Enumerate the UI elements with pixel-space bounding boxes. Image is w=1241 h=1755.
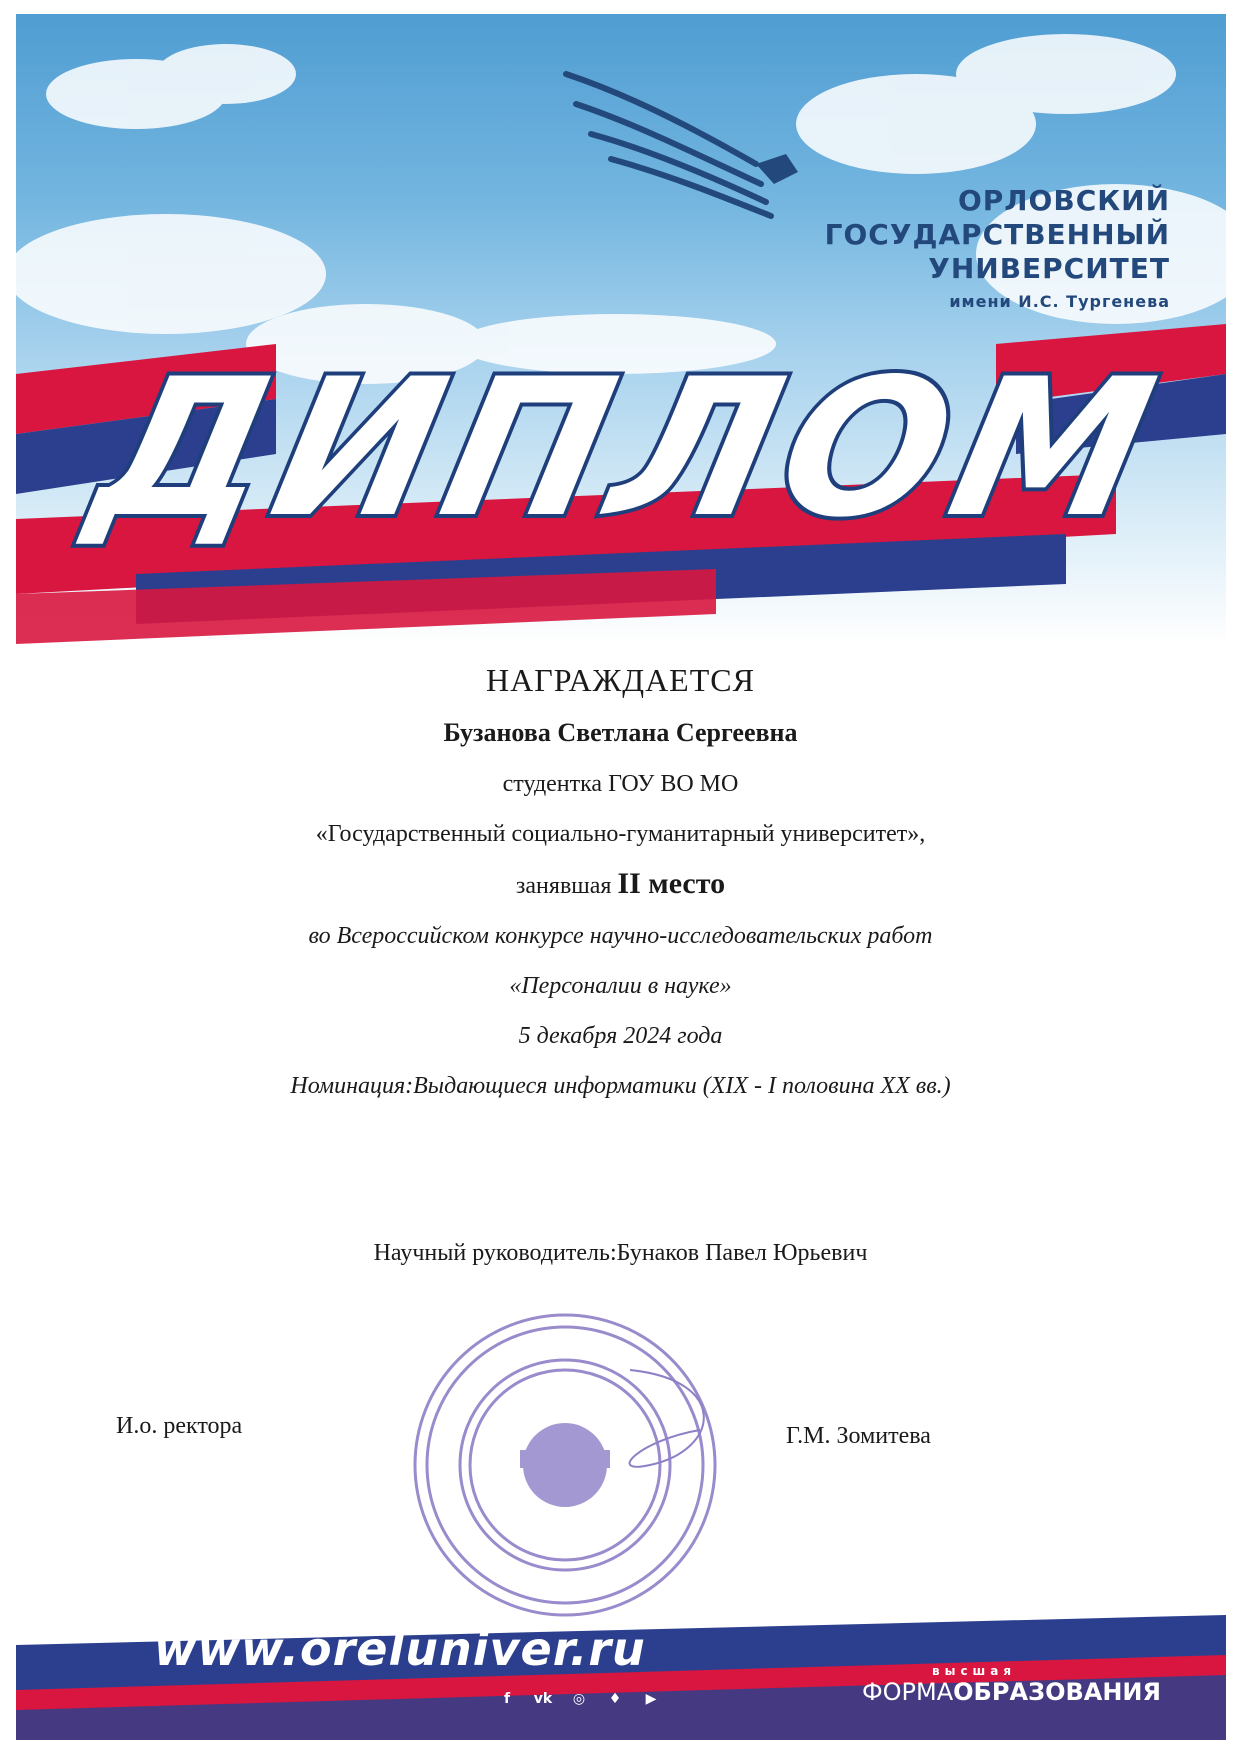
place-line [0,868,1241,902]
university-line-2: ГОСУДАРСТВЕННЫЙ [824,218,1170,251]
place-value: II место [617,867,726,900]
forma-right: ОБРАЗОВАНИЯ [953,1678,1161,1706]
recipient-status: студентка ГОУ ВО МО [502,771,739,797]
certificate-body [0,660,1241,1102]
university-line-3: УНИВЕРСИТЕТ [928,252,1170,285]
forma-small-label: высшая [932,1664,1017,1678]
place-prefix: занявшая [515,873,612,899]
rector-title: И.о. ректора [116,1413,243,1439]
institution-name: «Государственный социально-гуманитарный университет», [315,821,926,847]
recipient-name: Бузанова Светлана Сергеевна [443,718,798,747]
diploma-title-graphic [72,339,1179,560]
diploma-title: ДИПЛОМ [77,338,1180,560]
website-url[interactable]: www.oreluniver.ru [154,1622,646,1676]
forma-main-label [862,1678,1161,1706]
supervisor: Научный руководитель:Бунаков Павел Юрьевич [373,1240,868,1266]
contest-date: 5 декабря 2024 года [518,1023,723,1049]
header-banner [16,14,1226,644]
footer-banner [16,1560,1226,1740]
university-line-1: ОРЛОВСКИЙ [957,184,1170,217]
rector-name: Г.М. Зомитева [786,1423,931,1449]
vk-icon[interactable]: vk [533,1691,553,1707]
university-name [825,184,1170,311]
instagram-icon[interactable]: ◎ [572,1691,586,1707]
university-subtitle: имени И.С. Тургенева [949,292,1170,311]
forma-left: ФОРМА [862,1678,954,1706]
contest-description: во Всероссийском конкурсе научно-исследовательских работ [308,923,933,949]
forma-brand [862,1664,1161,1706]
nomination: Номинация:Выдающиеся информатики (XIX - I половина XX вв.) [290,1073,951,1099]
facebook-icon[interactable]: f [503,1691,511,1707]
contest-name: «Персоналии в науке» [509,973,732,999]
social-icons [496,1688,662,1710]
university-logo [426,54,846,354]
awarded-heading: НАГРАЖДАЕТСЯ [486,662,755,698]
twitter-icon[interactable]: ♦ [608,1691,622,1707]
youtube-icon[interactable]: ▶ [645,1691,657,1707]
